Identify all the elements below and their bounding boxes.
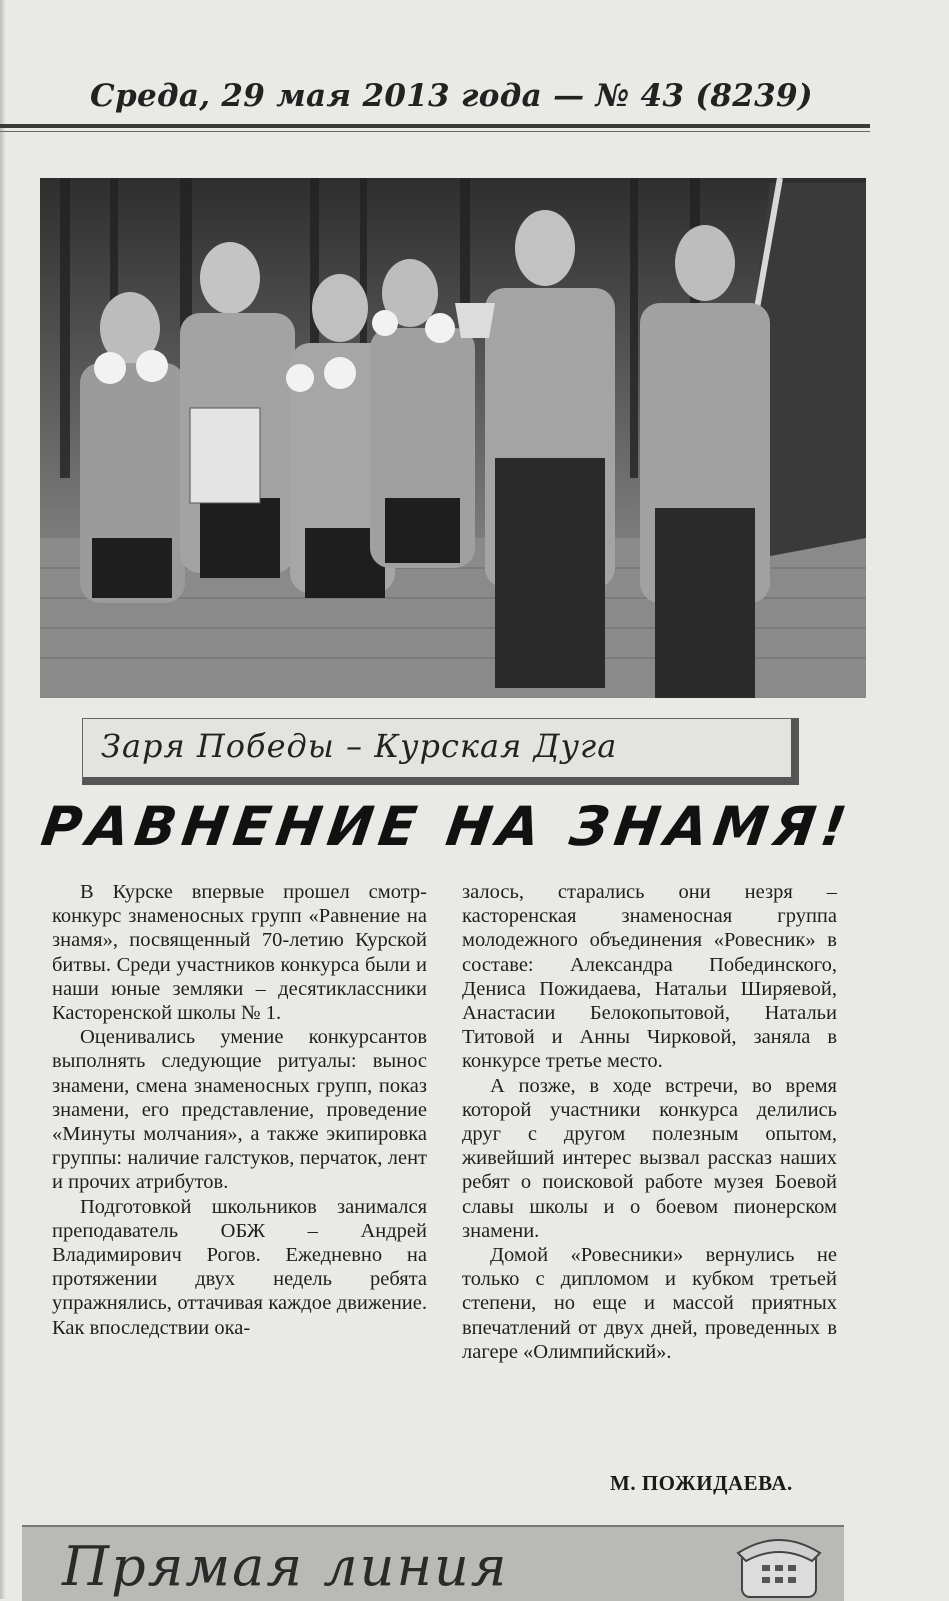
next-rubric-banner (22, 1525, 844, 1601)
issue-date-line: Среда, 29 мая 2013 года — № 43 (8239) (90, 78, 813, 114)
article-paragraph: Подготовкой школьников занимался преподаватель ОБЖ – Андрей Владимирович Рогов. Ежедневно на протяжении двух недель ребята упражнялись, оттачивая каждое движение. Как впоследствии ока- (52, 1195, 427, 1339)
article-paragraph: Оценивались умение конкурсантов выполнять следующие ритуалы: вынос знамени, смена знаменосных групп, показ знамени, его представление, проведение «Минуты молчания», а также экипировка группы: наличие галстуков, перчаток, лент и прочих атрибутов. (52, 1026, 427, 1194)
article-column-right (462, 880, 837, 1364)
rubric-title: Заря Победы – Курская Дуга (101, 727, 618, 765)
article-paragraph: А позже, в ходе встречи, во время которой участники конкурса делились друг с другом полезным опытом, живейший интерес вызвал рассказ наших ребят о поисковой работе музея Боевой славы школы и о боевом пионерском знамени. (462, 1074, 837, 1242)
rubric-banner (82, 718, 799, 785)
telephone-icon (734, 1533, 824, 1599)
article-paragraph: залось, старались они незря – касторенская знаменосная группа молодежного объединения «Ровесник» в составе: Александра Побединского, Дениса Пожидаева, Натальи Ширяевой, Анастасии Белокопытовой, Натальи Титовой и Анны Чирковой, заняла в конкурсе третье место. (462, 881, 837, 1073)
page-fold-shadow (0, 0, 6, 1599)
article-paragraph: В Курске впервые прошел смотр-конкурс знаменосных групп «Равнение на знамя», посвященный 70-летию Курской битвы. Среди участников конкурса были и наши юные земляки – десятиклассники Касторенской школы № 1. (52, 881, 427, 1025)
article-column-left (52, 880, 427, 1340)
group-photo (40, 178, 866, 698)
article-author: М. ПОЖИДАЕВА. (610, 1471, 793, 1495)
article-headline: РАВНЕНИЕ НА ЗНАМЯ! (37, 795, 857, 858)
header-rule (0, 124, 870, 128)
header-rule-thin (0, 131, 870, 132)
next-rubric-title: Прямая линия (62, 1535, 509, 1598)
article-paragraph: Домой «Ровесники» вернулись не только с дипломом и кубком третьей степени, но еще и массой приятных впечатлений от двух дней, проведенных в лагере «Олимпийский». (462, 1244, 837, 1363)
